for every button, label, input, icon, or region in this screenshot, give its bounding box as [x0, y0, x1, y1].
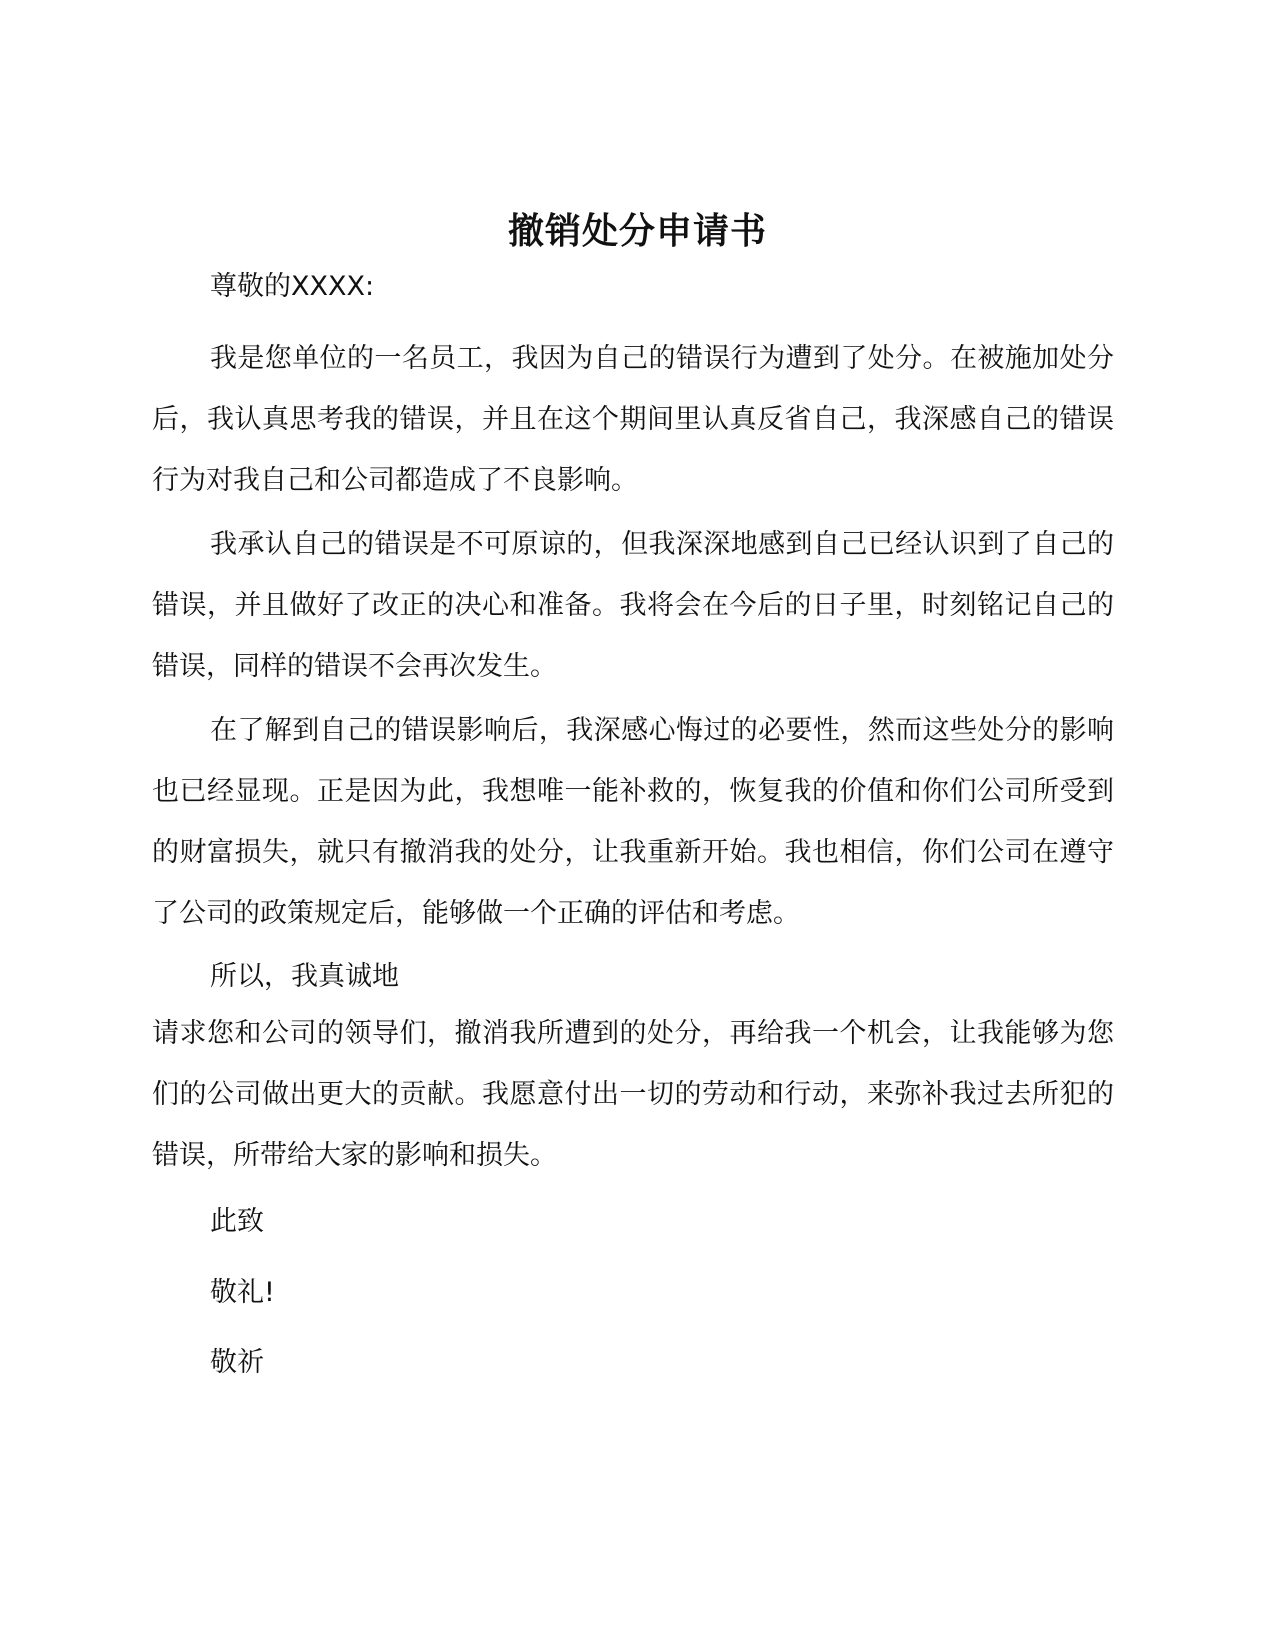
paragraph-4: 所以，我真诚地: [210, 961, 399, 992]
salutation: 尊敬的XXXX:: [210, 271, 375, 302]
closing-jingli: 敬礼!: [210, 1277, 275, 1308]
paragraph-3: 在了解到自己的错误影响后，我深感心悔过的必要性，然而这些处分的影响也已经显现。正是因为此，我想唯一能补救的，恢复我的价值和你们公司所受到的财富损失，就只有撤消我的处分，让我重新开始。我也相信，你们公司在遵守了公司的政策规定后，能够做一个正确的评估和考虑。: [152, 715, 1114, 929]
paragraph-5: 请求您和公司的领导们，撤消我所遭到的处分，再给我一个机会，让我能够为您们的公司做出更大的贡献。我愿意付出一切的劳动和行动，来弥补我过去所犯的错误，所带给大家的影响和损失。: [152, 1018, 1114, 1171]
document-title: 撤销处分申请书: [507, 211, 767, 252]
paragraph-2: 我承认自己的错误是不可原谅的，但我深深地感到自己已经认识到了自己的错误，并且做好了改正的决心和准备。我将会在今后的日子里，时刻铭记自己的错误，同样的错误不会再次发生。: [152, 529, 1114, 682]
closing-cizhi: 此致: [210, 1206, 264, 1237]
closing-jingqi: 敬祈: [210, 1347, 264, 1378]
paragraph-1: 我是您单位的一名员工，我因为自己的错误行为遭到了处分。在被施加处分后，我认真思考我的错误，并且在这个期间里认真反省自己，我深感自己的错误行为对我自己和公司都造成了不良影响。: [152, 343, 1114, 496]
